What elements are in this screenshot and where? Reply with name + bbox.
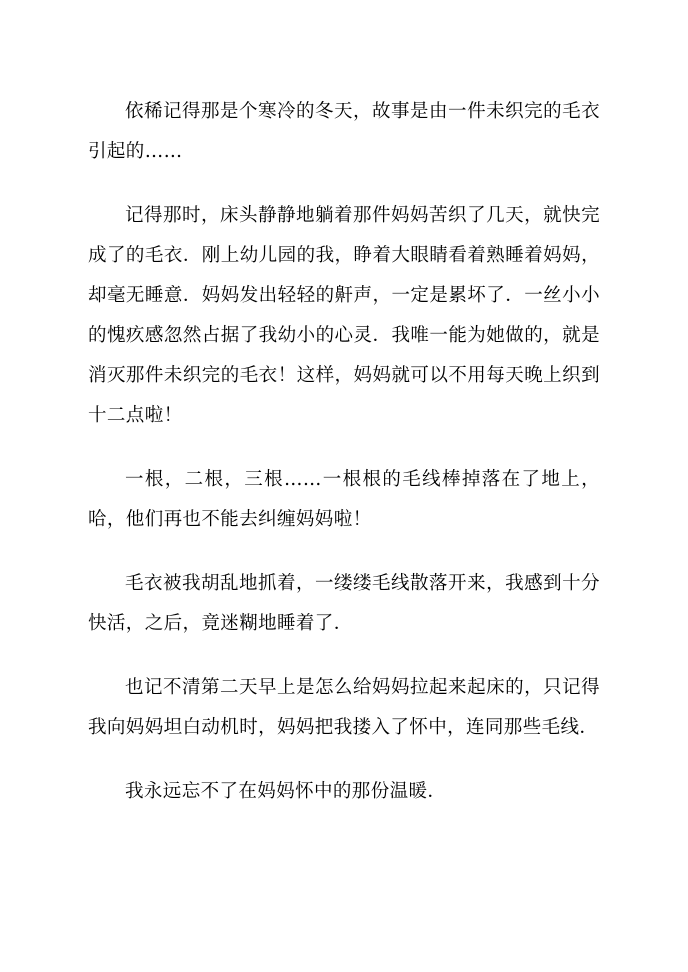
paragraph-1: 依稀记得那是个寒冷的冬天，故事是由一件未织完的毛衣引起的…… bbox=[88, 101, 600, 162]
paragraph-3: 一根，二根，三根……一根根的毛线棒掉落在了地上，哈，他们再也不能去纠缠妈妈啦！ bbox=[88, 469, 600, 530]
paragraph-6: 我永远忘不了在妈妈怀中的那份温暖． bbox=[125, 781, 447, 802]
paragraph-5: 也记不清第二天早上是怎么给妈妈拉起来起床的，只记得我向妈妈坦白动机时，妈妈把我搂入了怀中，连同那些毛线． bbox=[88, 677, 600, 738]
paragraph-4: 毛衣被我胡乱地抓着，一缕缕毛线散落开来，我感到十分快活，之后，竟迷糊地睡着了． bbox=[88, 573, 600, 634]
paragraph-2: 记得那时，床头静静地躺着那件妈妈苦织了几天，就快完成了的毛衣．刚上幼儿园的我，睁着大眼睛看着熟睡着妈妈，却毫无睡意．妈妈发出轻轻的鼾声，一定是累坏了．一丝小小的愧疚感忽然占据了我幼小的心灵．我唯一能为她做的，就是消灭那件未织完的毛衣！这样，妈妈就可以不用每天晚上织到十二点啦！ bbox=[88, 205, 600, 426]
document-body bbox=[88, 92, 600, 836]
